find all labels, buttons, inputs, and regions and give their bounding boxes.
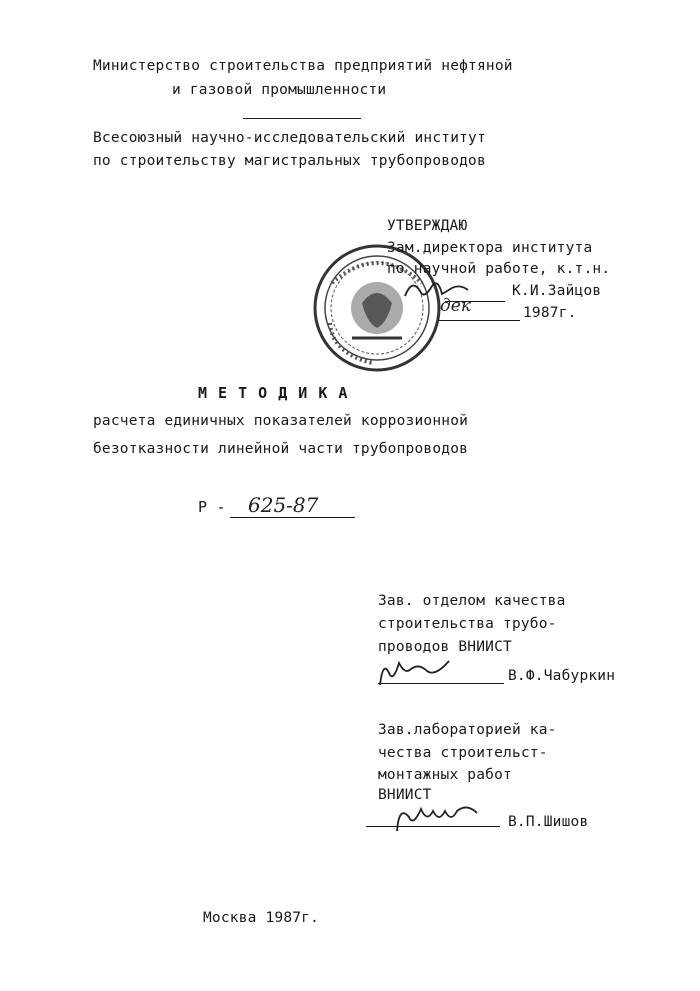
institute-line-2: по строительству магистральных трубопроводов — [93, 153, 486, 169]
doc-number-prefix: Р - — [198, 498, 226, 516]
approve-word: УТВЕРЖДАЮ — [387, 218, 468, 234]
signatory-1-line-3: проводов ВНИИСТ — [378, 639, 512, 655]
subtitle-line-1: расчета единичных показателей коррозионной — [93, 413, 469, 429]
approval-position-1: Зам.директора института — [387, 240, 593, 256]
signatory-2-line-2: чества строительст- — [378, 745, 548, 761]
signatory-2-signature — [375, 799, 495, 839]
approver-name: К.И.Зайцов — [512, 283, 602, 299]
approval-year: 1987г. — [523, 305, 577, 321]
ministry-line-1: Министерство строительства предприятий нефтяной — [93, 58, 513, 74]
signatory-1-signature — [375, 655, 455, 691]
signatory-1-line-1: Зав. отделом качества — [378, 593, 566, 609]
header-divider — [243, 118, 361, 119]
place-year: Москва 1987г. — [203, 910, 320, 926]
signatory-2-line-1: Зав.лабораторией ка- — [378, 722, 557, 738]
signatory-1-name: В.Ф.Чабуркин — [508, 668, 616, 684]
signatory-2-line-4: ВНИИСТ — [378, 787, 432, 803]
approval-position-2: по научной работе, к.т.н. — [387, 261, 611, 277]
signatory-1-line-2: строительства трубо- — [378, 616, 557, 632]
signatory-2-name: В.П.Шишов — [508, 814, 589, 830]
signatory-1-line — [378, 683, 504, 684]
doc-number-handwritten: 625-87 — [248, 493, 319, 517]
signatory-2-line — [366, 826, 500, 827]
doc-number-line — [230, 517, 355, 518]
document-heading: М Е Т О Д И К А — [198, 384, 349, 402]
ministry-line-2: и газовой промышленности — [172, 82, 387, 98]
approval-date-line — [438, 320, 520, 321]
institute-line-1: Всесоюзный научно-исследовательский институт — [93, 130, 486, 146]
signatory-2-line-3: монтажных работ — [378, 767, 512, 783]
approval-month-handwritten: дек — [440, 296, 471, 316]
subtitle-line-2: безотказности линейной части трубопроводов — [93, 441, 469, 457]
